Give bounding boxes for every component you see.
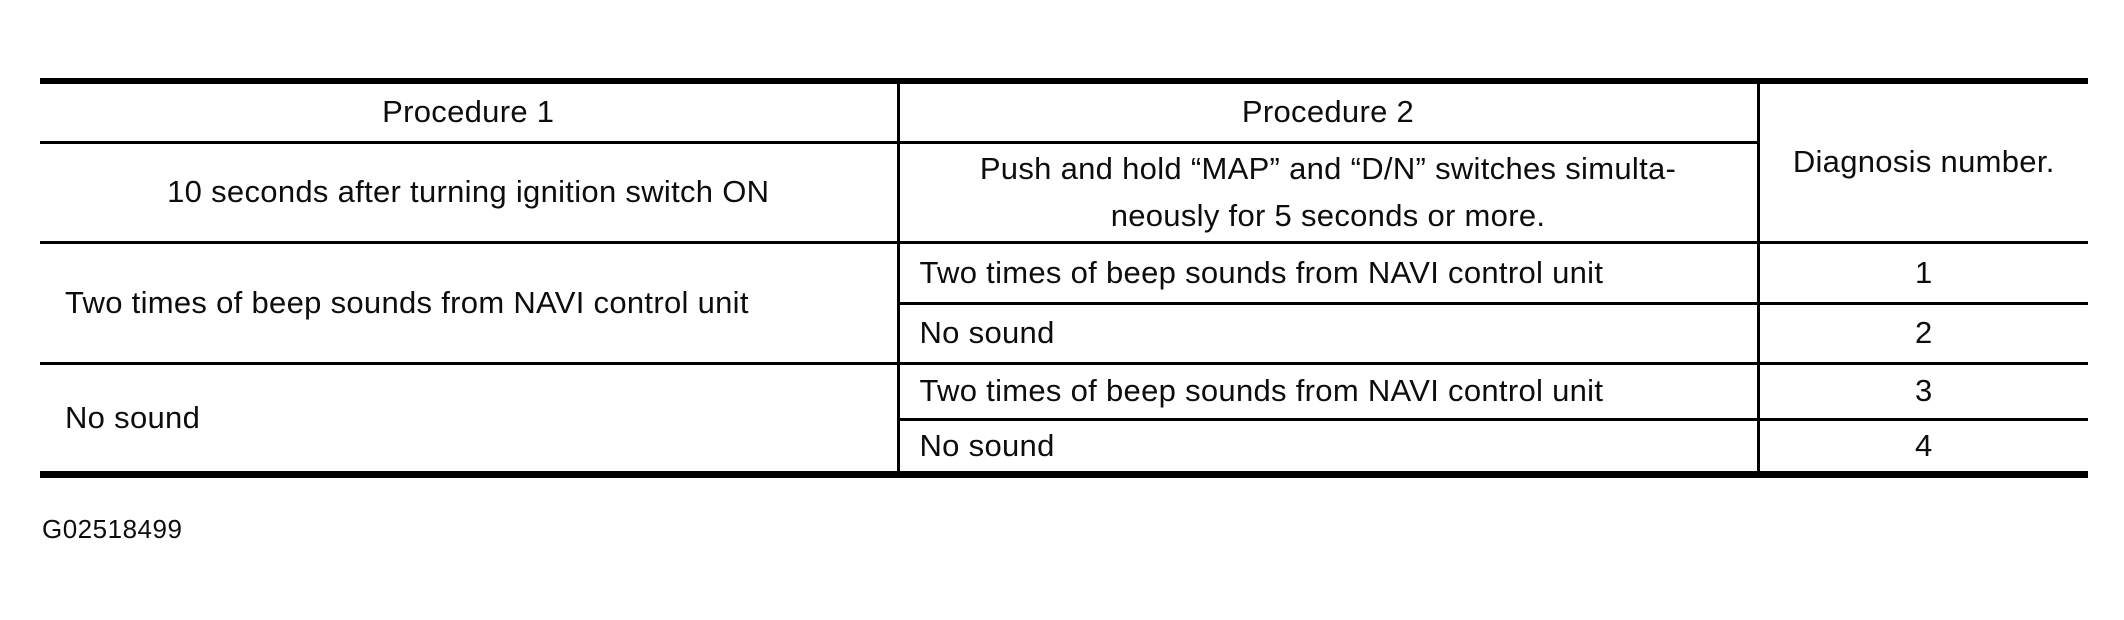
header-diagnosis-number-cell: Diagnosis number. — [1758, 81, 2088, 242]
table-row — [40, 242, 2088, 303]
subheader-procedure1-cell: 10 seconds after turning ignition switch ON — [40, 142, 898, 242]
diagnosis-number-value: 1 — [1758, 242, 2088, 303]
procedure2-result-cell: Two times of beep sounds from NAVI control unit — [898, 242, 1758, 303]
procedure2-result-cell: Two times of beep sounds from NAVI control unit — [898, 363, 1758, 419]
figure-id: G02518499 — [42, 514, 183, 544]
subheader-procedure2-line2: neously for 5 seconds or more. — [1110, 198, 1546, 233]
procedure1-result-nosound-cell: No sound — [40, 363, 898, 474]
subheader-procedure2-cell — [898, 142, 1758, 242]
procedure1-result-beep-cell: Two times of beep sounds from NAVI control unit — [40, 242, 898, 363]
table-row — [40, 363, 2088, 419]
table-header-row — [40, 81, 2088, 142]
header-procedure1-cell: Procedure 1 — [40, 81, 898, 142]
diagnosis-number-value: 3 — [1758, 363, 2088, 419]
procedure2-result-cell: No sound — [898, 303, 1758, 363]
procedure2-result-cell: No sound — [898, 419, 1758, 474]
diagnosis-number-value: 2 — [1758, 303, 2088, 363]
diagnosis-table — [40, 78, 2088, 478]
diagnosis-number-value: 4 — [1758, 419, 2088, 474]
header-procedure2-cell: Procedure 2 — [898, 81, 1758, 142]
subheader-procedure2-line1: Push and hold “MAP” and “D/N” switches simulta- — [979, 151, 1677, 186]
